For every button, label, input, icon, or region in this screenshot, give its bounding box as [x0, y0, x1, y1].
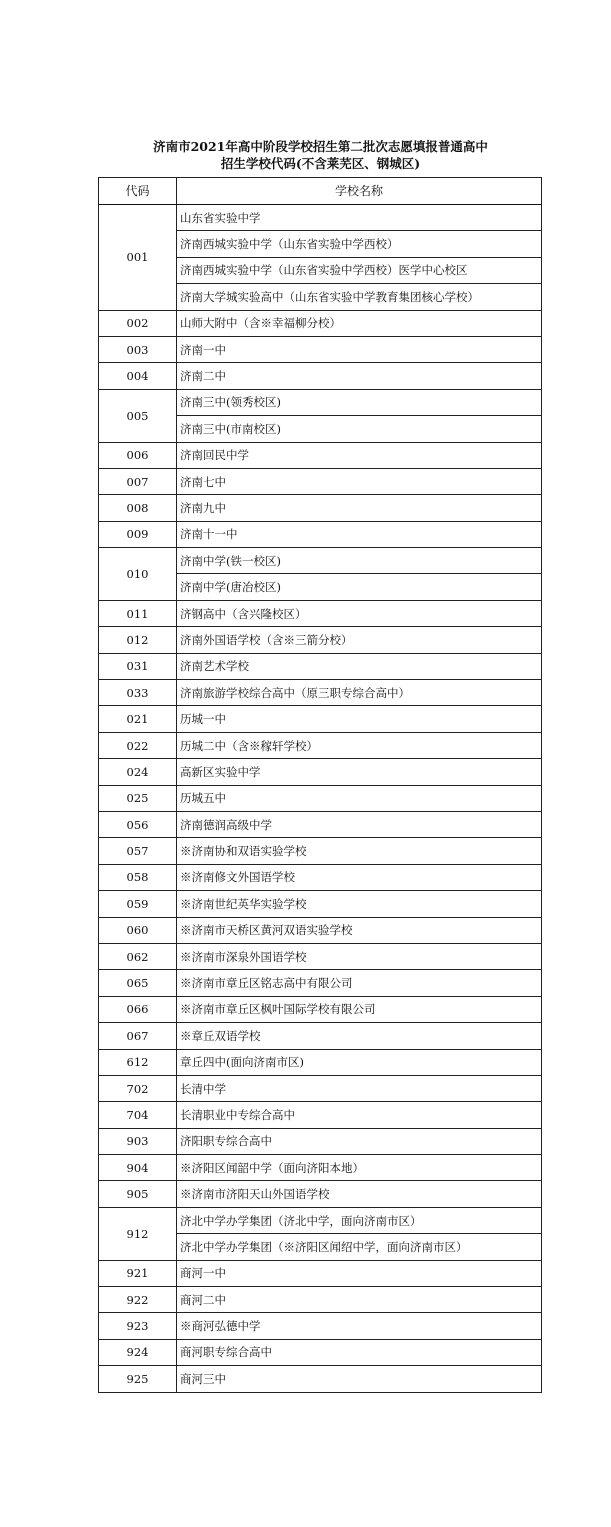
table-row [99, 732, 542, 758]
school-name: 济南三中(领秀校区) [177, 389, 542, 415]
table-row [99, 336, 542, 362]
table-row [99, 864, 542, 890]
school-code: 033 [99, 680, 177, 706]
school-name: 济南七中 [177, 468, 542, 494]
school-name: 济南中学(唐冶校区) [177, 574, 542, 600]
table-row [99, 627, 542, 653]
school-code: 066 [99, 996, 177, 1022]
school-code: 059 [99, 891, 177, 917]
school-code: 021 [99, 706, 177, 732]
school-code: 057 [99, 838, 177, 864]
table-row [99, 1023, 542, 1049]
table-row [99, 759, 542, 785]
school-code: 067 [99, 1023, 177, 1049]
table-row [99, 1207, 542, 1233]
table-row [99, 680, 542, 706]
school-name: 历城一中 [177, 706, 542, 732]
table-row [99, 1287, 542, 1313]
school-name: 长清中学 [177, 1075, 542, 1101]
school-code: 012 [99, 627, 177, 653]
school-code-table [98, 177, 542, 1393]
school-name: ※济南市章丘区枫叶国际学校有限公司 [177, 996, 542, 1022]
school-name: 济南德润高级中学 [177, 811, 542, 837]
school-name: 商河二中 [177, 1287, 542, 1313]
school-code: 065 [99, 970, 177, 996]
school-name: 济阳职专综合高中 [177, 1128, 542, 1154]
school-code: 058 [99, 864, 177, 890]
table-row [99, 1181, 542, 1207]
document-title [0, 138, 611, 172]
table-row [99, 1155, 542, 1181]
school-name: 商河职专综合高中 [177, 1339, 542, 1365]
school-name: 济钢高中（含兴隆校区） [177, 600, 542, 626]
school-name: 章丘四中(面向济南市区) [177, 1049, 542, 1075]
table-row [99, 495, 542, 521]
table-row [99, 1366, 542, 1392]
table-row [99, 468, 542, 494]
table-row [99, 1313, 542, 1339]
school-code: 001 [99, 205, 177, 311]
school-code: 905 [99, 1181, 177, 1207]
school-code: 922 [99, 1287, 177, 1313]
school-name: 济南西城实验中学（山东省实验中学西校）医学中心校区 [177, 257, 542, 283]
school-code: 002 [99, 310, 177, 336]
table-row [99, 811, 542, 837]
school-name: 济南旅游学校综合高中（原三职专综合高中） [177, 680, 542, 706]
header-code: 代码 [99, 178, 177, 205]
school-code: 031 [99, 653, 177, 679]
school-code: 904 [99, 1155, 177, 1181]
school-name: 济南外国语学校（含※三箭分校） [177, 627, 542, 653]
table-header-row [99, 178, 542, 205]
school-name: 济南大学城实验高中（山东省实验中学教育集团核心学校） [177, 284, 542, 310]
school-name: 济南中学(铁一校区) [177, 548, 542, 574]
school-name: ※济南市章丘区铭志高中有限公司 [177, 970, 542, 996]
school-code: 925 [99, 1366, 177, 1392]
school-name: 济南一中 [177, 336, 542, 362]
school-name: 山师大附中（含※幸福柳分校） [177, 310, 542, 336]
school-code: 003 [99, 336, 177, 362]
school-code: 024 [99, 759, 177, 785]
school-name: 长清职业中专综合高中 [177, 1102, 542, 1128]
school-name: 济南回民中学 [177, 442, 542, 468]
school-code: 923 [99, 1313, 177, 1339]
table-body [99, 205, 542, 1393]
school-code: 060 [99, 917, 177, 943]
table-row [99, 996, 542, 1022]
school-name: ※章丘双语学校 [177, 1023, 542, 1049]
table-row [99, 205, 542, 231]
school-code: 006 [99, 442, 177, 468]
table-row [99, 785, 542, 811]
school-code: 009 [99, 521, 177, 547]
school-code: 062 [99, 943, 177, 969]
table-row [99, 917, 542, 943]
school-code: 010 [99, 548, 177, 601]
school-name: 商河三中 [177, 1366, 542, 1392]
table-row [99, 891, 542, 917]
table-row [99, 310, 542, 336]
school-code: 011 [99, 600, 177, 626]
table-row [99, 442, 542, 468]
school-code: 921 [99, 1260, 177, 1286]
school-code: 007 [99, 468, 177, 494]
school-name: 济南二中 [177, 363, 542, 389]
school-name: 济北中学办学集团（济北中学，面向济南市区） [177, 1207, 542, 1233]
school-name: 济南十一中 [177, 521, 542, 547]
table-row [99, 1128, 542, 1154]
table-row [99, 943, 542, 969]
header-school-name: 学校名称 [177, 178, 542, 205]
school-name: 济南艺术学校 [177, 653, 542, 679]
school-code: 005 [99, 389, 177, 442]
school-name: 高新区实验中学 [177, 759, 542, 785]
school-name: ※商河弘德中学 [177, 1313, 542, 1339]
school-name: 历城五中 [177, 785, 542, 811]
school-code: 612 [99, 1049, 177, 1075]
school-name: 历城二中（含※稼轩学校） [177, 732, 542, 758]
school-code: 025 [99, 785, 177, 811]
school-code: 912 [99, 1207, 177, 1260]
school-name: ※济南市天桥区黄河双语实验学校 [177, 917, 542, 943]
table-row [99, 653, 542, 679]
table-row [99, 1260, 542, 1286]
table-row [99, 600, 542, 626]
school-name: ※济南市深泉外国语学校 [177, 943, 542, 969]
table-row [99, 548, 542, 574]
school-name: 济南西城实验中学（山东省实验中学西校） [177, 231, 542, 257]
table-row [99, 706, 542, 732]
school-name: ※济南协和双语实验学校 [177, 838, 542, 864]
school-name: 济南九中 [177, 495, 542, 521]
table-row [99, 521, 542, 547]
school-code: 702 [99, 1075, 177, 1101]
school-name: 山东省实验中学 [177, 205, 542, 231]
school-name: ※济南市济阳天山外国语学校 [177, 1181, 542, 1207]
school-name: ※济南修文外国语学校 [177, 864, 542, 890]
school-code: 056 [99, 811, 177, 837]
school-code: 022 [99, 732, 177, 758]
title-line-2: 招生学校代码(不含莱芜区、钢城区) [220, 156, 421, 171]
school-name: ※济南世纪英华实验学校 [177, 891, 542, 917]
table-row [99, 1339, 542, 1365]
school-code: 008 [99, 495, 177, 521]
school-code: 704 [99, 1102, 177, 1128]
school-code: 903 [99, 1128, 177, 1154]
table-row [99, 1102, 542, 1128]
school-name: 商河一中 [177, 1260, 542, 1286]
table-row [99, 1075, 542, 1101]
school-code: 004 [99, 363, 177, 389]
table-row [99, 970, 542, 996]
table-row [99, 1049, 542, 1075]
school-name: 济南三中(市南校区) [177, 416, 542, 442]
school-name: 济北中学办学集团（※济阳区闻绍中学，面向济南市区） [177, 1234, 542, 1260]
school-code: 924 [99, 1339, 177, 1365]
title-line-1: 济南市2021年高中阶段学校招生第二批次志愿填报普通高中 [153, 139, 488, 154]
table-row [99, 363, 542, 389]
table-row [99, 838, 542, 864]
school-name: ※济阳区闻韶中学（面向济阳本地） [177, 1155, 542, 1181]
table-row [99, 389, 542, 415]
